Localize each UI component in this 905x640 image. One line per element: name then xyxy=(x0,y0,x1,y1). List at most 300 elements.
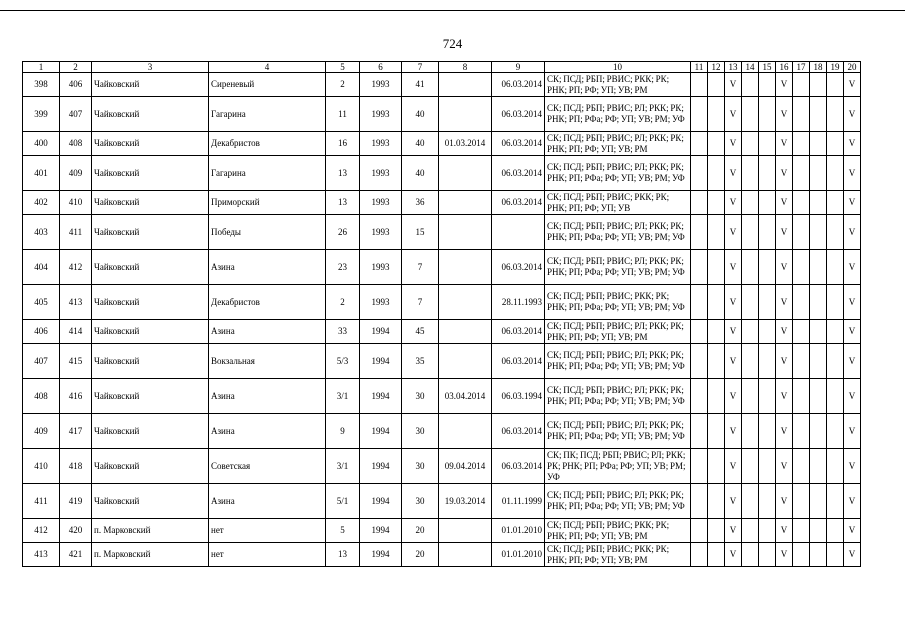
empty-cell-col-19 xyxy=(827,285,844,320)
check-mark-col-13: V xyxy=(725,191,742,215)
cell-col-8: 01.03.2014 xyxy=(439,132,492,156)
empty-cell-col-15 xyxy=(759,344,776,379)
empty-cell-col-14 xyxy=(742,97,759,132)
column-number-18: 18 xyxy=(810,62,827,73)
cell-col-1: 411 xyxy=(23,484,60,519)
cell-col-2: 412 xyxy=(60,250,92,285)
check-mark-col-20: V xyxy=(844,543,861,567)
table-row xyxy=(23,320,861,344)
empty-cell-col-18 xyxy=(810,73,827,97)
check-mark-col-20: V xyxy=(844,97,861,132)
cell-col-4: Сиреневый xyxy=(209,73,326,97)
check-mark-col-13: V xyxy=(725,379,742,414)
cell-col-7: 41 xyxy=(402,73,439,97)
empty-cell-col-11 xyxy=(691,449,708,484)
empty-cell-col-15 xyxy=(759,250,776,285)
cell-col-7: 7 xyxy=(402,250,439,285)
cell-col-9: 06.03.1994 xyxy=(492,379,545,414)
cell-col-10: СК; ПСД; РБП; РВИС; РКК; РК; РНК; РП; РФ; УП; УВ; РМ xyxy=(545,543,691,567)
cell-col-5: 3/1 xyxy=(326,379,360,414)
cell-col-6: 1993 xyxy=(360,285,402,320)
cell-col-10: СК; ПСД; РБП; РВИС; РЛ; РКК; РК; РНК; РП; РФа; РФ; УП; УВ; РМ; УФ xyxy=(545,344,691,379)
cell-col-6: 1994 xyxy=(360,344,402,379)
empty-cell-col-11 xyxy=(691,132,708,156)
cell-col-6: 1994 xyxy=(360,379,402,414)
cell-col-5: 13 xyxy=(326,191,360,215)
cell-col-9: 06.03.2014 xyxy=(492,191,545,215)
empty-cell-col-11 xyxy=(691,519,708,543)
cell-col-2: 411 xyxy=(60,215,92,250)
check-mark-col-20: V xyxy=(844,414,861,449)
cell-col-8 xyxy=(439,285,492,320)
check-mark-col-16: V xyxy=(776,191,793,215)
empty-cell-col-18 xyxy=(810,449,827,484)
empty-cell-col-19 xyxy=(827,414,844,449)
table-header-row xyxy=(23,62,861,73)
cell-col-8 xyxy=(439,156,492,191)
empty-cell-col-19 xyxy=(827,344,844,379)
column-number-5: 5 xyxy=(326,62,360,73)
check-mark-col-20: V xyxy=(844,156,861,191)
empty-cell-col-18 xyxy=(810,379,827,414)
empty-cell-col-17 xyxy=(793,73,810,97)
cell-col-5: 33 xyxy=(326,320,360,344)
empty-cell-col-14 xyxy=(742,543,759,567)
cell-col-4: Приморский xyxy=(209,191,326,215)
empty-cell-col-11 xyxy=(691,379,708,414)
cell-col-3: п. Марковский xyxy=(92,543,209,567)
table-row xyxy=(23,449,861,484)
table-row xyxy=(23,484,861,519)
check-mark-col-16: V xyxy=(776,543,793,567)
cell-col-5: 3/1 xyxy=(326,449,360,484)
check-mark-col-16: V xyxy=(776,73,793,97)
check-mark-col-16: V xyxy=(776,519,793,543)
cell-col-7: 30 xyxy=(402,484,439,519)
cell-col-7: 20 xyxy=(402,543,439,567)
cell-col-4: Декабристов xyxy=(209,132,326,156)
empty-cell-col-19 xyxy=(827,97,844,132)
cell-col-5: 5 xyxy=(326,519,360,543)
cell-col-2: 410 xyxy=(60,191,92,215)
empty-cell-col-15 xyxy=(759,73,776,97)
cell-col-2: 416 xyxy=(60,379,92,414)
empty-cell-col-19 xyxy=(827,156,844,191)
empty-cell-col-17 xyxy=(793,519,810,543)
check-mark-col-13: V xyxy=(725,132,742,156)
cell-col-4: Гагарина xyxy=(209,97,326,132)
empty-cell-col-19 xyxy=(827,132,844,156)
column-number-10: 10 xyxy=(545,62,691,73)
cell-col-2: 421 xyxy=(60,543,92,567)
cell-col-9: 06.03.2014 xyxy=(492,73,545,97)
cell-col-10: СК; ПСД; РБП; РВИС; РЛ; РКК; РК; РНК; РП; РФа; РФ; УП; УВ; РМ; УФ xyxy=(545,414,691,449)
page-number: 724 xyxy=(442,36,463,51)
empty-cell-col-18 xyxy=(810,250,827,285)
cell-col-6: 1993 xyxy=(360,73,402,97)
cell-col-8: 19.03.2014 xyxy=(439,484,492,519)
cell-col-3: Чайковский xyxy=(92,414,209,449)
cell-col-3: Чайковский xyxy=(92,449,209,484)
check-mark-col-20: V xyxy=(844,215,861,250)
cell-col-4: Вокзальная xyxy=(209,344,326,379)
cell-col-1: 413 xyxy=(23,543,60,567)
cell-col-9: 01.01.2010 xyxy=(492,519,545,543)
cell-col-9: 01.01.2010 xyxy=(492,543,545,567)
empty-cell-col-18 xyxy=(810,484,827,519)
empty-cell-col-18 xyxy=(810,97,827,132)
empty-cell-col-17 xyxy=(793,191,810,215)
check-mark-col-20: V xyxy=(844,449,861,484)
table-row xyxy=(23,414,861,449)
check-mark-col-16: V xyxy=(776,414,793,449)
cell-col-6: 1994 xyxy=(360,543,402,567)
empty-cell-col-14 xyxy=(742,285,759,320)
cell-col-10: СК; ПСД; РБП; РВИС; РКК; РК; РНК; РП; РФ; УП; УВ; РМ xyxy=(545,519,691,543)
empty-cell-col-11 xyxy=(691,156,708,191)
check-mark-col-13: V xyxy=(725,97,742,132)
column-number-14: 14 xyxy=(742,62,759,73)
empty-cell-col-14 xyxy=(742,449,759,484)
empty-cell-col-18 xyxy=(810,156,827,191)
empty-cell-col-15 xyxy=(759,543,776,567)
cell-col-2: 420 xyxy=(60,519,92,543)
cell-col-10: СК; ПСД; РБП; РВИС; РЛ; РКК; РК; РНК; РП; РФа; РФ; УП; УВ; РМ; УФ xyxy=(545,97,691,132)
column-number-1: 1 xyxy=(23,62,60,73)
cell-col-7: 30 xyxy=(402,449,439,484)
check-mark-col-13: V xyxy=(725,543,742,567)
empty-cell-col-12 xyxy=(708,156,725,191)
check-mark-col-16: V xyxy=(776,156,793,191)
check-mark-col-20: V xyxy=(844,379,861,414)
empty-cell-col-11 xyxy=(691,250,708,285)
cell-col-4: Азина xyxy=(209,320,326,344)
cell-col-5: 11 xyxy=(326,97,360,132)
empty-cell-col-12 xyxy=(708,97,725,132)
cell-col-9: 06.03.2014 xyxy=(492,250,545,285)
cell-col-9: 06.03.2014 xyxy=(492,449,545,484)
cell-col-1: 410 xyxy=(23,449,60,484)
empty-cell-col-15 xyxy=(759,132,776,156)
cell-col-10: СК; ПСД; РБП; РВИС; РЛ; РКК; РК; РНК; РП; РФа; РФ; УП; УВ; РМ; УФ xyxy=(545,379,691,414)
table-body xyxy=(23,62,861,567)
cell-col-7: 30 xyxy=(402,379,439,414)
column-number-11: 11 xyxy=(691,62,708,73)
cell-col-3: Чайковский xyxy=(92,73,209,97)
cell-col-3: Чайковский xyxy=(92,320,209,344)
table-row xyxy=(23,344,861,379)
cell-col-2: 418 xyxy=(60,449,92,484)
cell-col-6: 1993 xyxy=(360,191,402,215)
empty-cell-col-15 xyxy=(759,320,776,344)
empty-cell-col-17 xyxy=(793,344,810,379)
cell-col-8 xyxy=(439,191,492,215)
cell-col-8 xyxy=(439,320,492,344)
cell-col-9: 06.03.2014 xyxy=(492,414,545,449)
cell-col-5: 2 xyxy=(326,73,360,97)
empty-cell-col-18 xyxy=(810,344,827,379)
cell-col-3: Чайковский xyxy=(92,344,209,379)
cell-col-5: 13 xyxy=(326,156,360,191)
cell-col-10: СК; ПСД; РБП; РВИС; РЛ; РКК; РК; РНК; РП; РФ; УП; УВ; РМ xyxy=(545,320,691,344)
cell-col-9 xyxy=(492,215,545,250)
empty-cell-col-17 xyxy=(793,379,810,414)
cell-col-6: 1994 xyxy=(360,519,402,543)
empty-cell-col-19 xyxy=(827,320,844,344)
empty-cell-col-18 xyxy=(810,414,827,449)
cell-col-8 xyxy=(439,250,492,285)
empty-cell-col-11 xyxy=(691,344,708,379)
empty-cell-col-14 xyxy=(742,250,759,285)
column-number-2: 2 xyxy=(60,62,92,73)
empty-cell-col-14 xyxy=(742,191,759,215)
cell-col-4: Азина xyxy=(209,414,326,449)
column-number-17: 17 xyxy=(793,62,810,73)
cell-col-3: Чайковский xyxy=(92,215,209,250)
check-mark-col-13: V xyxy=(725,250,742,285)
empty-cell-col-18 xyxy=(810,215,827,250)
empty-cell-col-14 xyxy=(742,344,759,379)
cell-col-8 xyxy=(439,519,492,543)
column-number-16: 16 xyxy=(776,62,793,73)
empty-cell-col-19 xyxy=(827,484,844,519)
empty-cell-col-18 xyxy=(810,543,827,567)
cell-col-1: 405 xyxy=(23,285,60,320)
empty-cell-col-11 xyxy=(691,320,708,344)
column-number-3: 3 xyxy=(92,62,209,73)
check-mark-col-20: V xyxy=(844,320,861,344)
empty-cell-col-11 xyxy=(691,73,708,97)
column-number-8: 8 xyxy=(439,62,492,73)
empty-cell-col-12 xyxy=(708,519,725,543)
table-row xyxy=(23,285,861,320)
cell-col-10: СК; ПСД; РБП; РВИС; РЛ; РКК; РК; РНК; РП; РФа; РФ; УП; УВ; РМ; УФ xyxy=(545,215,691,250)
table-row xyxy=(23,191,861,215)
cell-col-3: Чайковский xyxy=(92,285,209,320)
empty-cell-col-11 xyxy=(691,414,708,449)
empty-cell-col-12 xyxy=(708,344,725,379)
cell-col-8 xyxy=(439,73,492,97)
cell-col-10: СК; ПСД; РБП; РВИС; РЛ; РКК; РК; РНК; РП; РФ; УП; УВ; РМ xyxy=(545,132,691,156)
cell-col-1: 398 xyxy=(23,73,60,97)
empty-cell-col-18 xyxy=(810,285,827,320)
cell-col-5: 2 xyxy=(326,285,360,320)
cell-col-4: Гагарина xyxy=(209,156,326,191)
cell-col-6: 1994 xyxy=(360,414,402,449)
empty-cell-col-11 xyxy=(691,285,708,320)
cell-col-3: п. Марковский xyxy=(92,519,209,543)
cell-col-1: 401 xyxy=(23,156,60,191)
empty-cell-col-15 xyxy=(759,519,776,543)
empty-cell-col-17 xyxy=(793,285,810,320)
cell-col-8 xyxy=(439,344,492,379)
cell-col-6: 1994 xyxy=(360,449,402,484)
check-mark-col-16: V xyxy=(776,132,793,156)
cell-col-5: 5/1 xyxy=(326,484,360,519)
column-number-4: 4 xyxy=(209,62,326,73)
cell-col-3: Чайковский xyxy=(92,97,209,132)
empty-cell-col-12 xyxy=(708,543,725,567)
check-mark-col-13: V xyxy=(725,519,742,543)
check-mark-col-20: V xyxy=(844,191,861,215)
cell-col-6: 1994 xyxy=(360,320,402,344)
empty-cell-col-19 xyxy=(827,215,844,250)
check-mark-col-13: V xyxy=(725,215,742,250)
cell-col-7: 20 xyxy=(402,519,439,543)
cell-col-4: Декабристов xyxy=(209,285,326,320)
check-mark-col-13: V xyxy=(725,484,742,519)
table-row xyxy=(23,97,861,132)
empty-cell-col-15 xyxy=(759,215,776,250)
empty-cell-col-12 xyxy=(708,379,725,414)
cell-col-6: 1993 xyxy=(360,132,402,156)
check-mark-col-20: V xyxy=(844,519,861,543)
check-mark-col-16: V xyxy=(776,97,793,132)
cell-col-1: 402 xyxy=(23,191,60,215)
check-mark-col-13: V xyxy=(725,156,742,191)
cell-col-1: 407 xyxy=(23,344,60,379)
cell-col-2: 413 xyxy=(60,285,92,320)
cell-col-7: 40 xyxy=(402,97,439,132)
cell-col-10: СК; ПСД; РБП; РВИС; РЛ; РКК; РК; РНК; РП; РФа; РФ; УП; УВ; РМ; УФ xyxy=(545,484,691,519)
empty-cell-col-19 xyxy=(827,191,844,215)
cell-col-9: 06.03.2014 xyxy=(492,156,545,191)
cell-col-2: 406 xyxy=(60,73,92,97)
empty-cell-col-15 xyxy=(759,484,776,519)
table-row xyxy=(23,543,861,567)
cell-col-4: нет xyxy=(209,543,326,567)
column-number-13: 13 xyxy=(725,62,742,73)
column-number-6: 6 xyxy=(360,62,402,73)
cell-col-4: нет xyxy=(209,519,326,543)
cell-col-5: 13 xyxy=(326,543,360,567)
table-row xyxy=(23,250,861,285)
column-number-7: 7 xyxy=(402,62,439,73)
empty-cell-col-15 xyxy=(759,285,776,320)
check-mark-col-16: V xyxy=(776,320,793,344)
check-mark-col-16: V xyxy=(776,484,793,519)
empty-cell-col-18 xyxy=(810,132,827,156)
cell-col-7: 45 xyxy=(402,320,439,344)
cell-col-9: 06.03.2014 xyxy=(492,320,545,344)
data-table xyxy=(22,61,861,567)
cell-col-3: Чайковский xyxy=(92,250,209,285)
cell-col-6: 1993 xyxy=(360,250,402,285)
cell-col-4: Азина xyxy=(209,250,326,285)
cell-col-10: СК; ПК; ПСД; РБП; РВИС; РЛ; РКК; РК; РНК; РП; РФа; РФ; УП; УВ; РМ; УФ xyxy=(545,449,691,484)
check-mark-col-13: V xyxy=(725,73,742,97)
column-number-9: 9 xyxy=(492,62,545,73)
check-mark-col-13: V xyxy=(725,344,742,379)
cell-col-3: Чайковский xyxy=(92,156,209,191)
cell-col-5: 23 xyxy=(326,250,360,285)
empty-cell-col-12 xyxy=(708,285,725,320)
cell-col-10: СК; ПСД; РБП; РВИС; РЛ; РКК; РК; РНК; РП; РФа; РФ; УП; УВ; РМ; УФ xyxy=(545,250,691,285)
empty-cell-col-18 xyxy=(810,519,827,543)
cell-col-7: 36 xyxy=(402,191,439,215)
empty-cell-col-19 xyxy=(827,379,844,414)
cell-col-3: Чайковский xyxy=(92,379,209,414)
cell-col-5: 9 xyxy=(326,414,360,449)
cell-col-1: 409 xyxy=(23,414,60,449)
empty-cell-col-18 xyxy=(810,191,827,215)
empty-cell-col-15 xyxy=(759,191,776,215)
cell-col-4: Советская xyxy=(209,449,326,484)
empty-cell-col-14 xyxy=(742,320,759,344)
cell-col-2: 417 xyxy=(60,414,92,449)
cell-col-2: 408 xyxy=(60,132,92,156)
cell-col-10: СК; ПСД; РБП; РВИС; РКК; РК; РНК; РП; РФ; УП; УВ; РМ xyxy=(545,73,691,97)
empty-cell-col-17 xyxy=(793,250,810,285)
cell-col-5: 16 xyxy=(326,132,360,156)
cell-col-7: 35 xyxy=(402,344,439,379)
cell-col-1: 412 xyxy=(23,519,60,543)
cell-col-10: СК; ПСД; РБП; РВИС; РЛ; РКК; РК; РНК; РП; РФа; РФ; УП; УВ; РМ; УФ xyxy=(545,156,691,191)
check-mark-col-16: V xyxy=(776,285,793,320)
cell-col-4: Азина xyxy=(209,379,326,414)
cell-col-8 xyxy=(439,543,492,567)
empty-cell-col-17 xyxy=(793,132,810,156)
top-rule xyxy=(0,10,905,11)
empty-cell-col-17 xyxy=(793,215,810,250)
cell-col-6: 1993 xyxy=(360,156,402,191)
check-mark-col-13: V xyxy=(725,320,742,344)
cell-col-7: 7 xyxy=(402,285,439,320)
empty-cell-col-12 xyxy=(708,191,725,215)
empty-cell-col-17 xyxy=(793,484,810,519)
cell-col-5: 26 xyxy=(326,215,360,250)
empty-cell-col-17 xyxy=(793,97,810,132)
empty-cell-col-19 xyxy=(827,543,844,567)
empty-cell-col-15 xyxy=(759,97,776,132)
check-mark-col-16: V xyxy=(776,344,793,379)
column-number-12: 12 xyxy=(708,62,725,73)
table-row xyxy=(23,132,861,156)
cell-col-7: 30 xyxy=(402,414,439,449)
cell-col-9: 06.03.2014 xyxy=(492,344,545,379)
empty-cell-col-19 xyxy=(827,519,844,543)
cell-col-7: 15 xyxy=(402,215,439,250)
cell-col-3: Чайковский xyxy=(92,191,209,215)
cell-col-4: Азина xyxy=(209,484,326,519)
cell-col-8: 03.04.2014 xyxy=(439,379,492,414)
check-mark-col-20: V xyxy=(844,132,861,156)
empty-cell-col-11 xyxy=(691,97,708,132)
check-mark-col-13: V xyxy=(725,285,742,320)
cell-col-8 xyxy=(439,414,492,449)
empty-cell-col-12 xyxy=(708,320,725,344)
cell-col-2: 419 xyxy=(60,484,92,519)
empty-cell-col-19 xyxy=(827,449,844,484)
cell-col-1: 400 xyxy=(23,132,60,156)
empty-cell-col-17 xyxy=(793,414,810,449)
empty-cell-col-14 xyxy=(742,379,759,414)
table-row xyxy=(23,379,861,414)
empty-cell-col-12 xyxy=(708,484,725,519)
cell-col-3: Чайковский xyxy=(92,484,209,519)
cell-col-10: СК; ПСД; РБП; РВИС; РКК; РК; РНК; РП; РФ; УП; УВ xyxy=(545,191,691,215)
cell-col-9: 01.11.1999 xyxy=(492,484,545,519)
empty-cell-col-12 xyxy=(708,449,725,484)
empty-cell-col-14 xyxy=(742,484,759,519)
cell-col-1: 403 xyxy=(23,215,60,250)
check-mark-col-20: V xyxy=(844,73,861,97)
empty-cell-col-11 xyxy=(691,215,708,250)
table-row xyxy=(23,519,861,543)
cell-col-1: 399 xyxy=(23,97,60,132)
check-mark-col-20: V xyxy=(844,484,861,519)
column-number-19: 19 xyxy=(827,62,844,73)
